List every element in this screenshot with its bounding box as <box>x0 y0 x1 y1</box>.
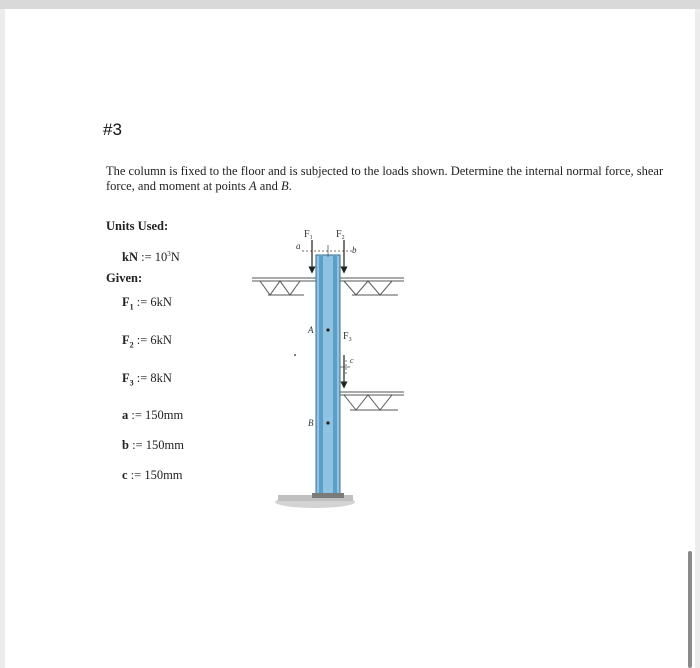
label-a-dim: a <box>296 241 301 251</box>
statement-and: and <box>256 179 281 193</box>
unit-kn-definition <box>122 250 180 265</box>
label-c-dim: c <box>350 356 354 365</box>
given-b <box>122 438 184 453</box>
unit-kn-rhs: N <box>170 250 180 265</box>
point-b-ref: B <box>280 179 289 193</box>
problem-number: #3 <box>103 120 122 139</box>
unit-kn-assign: := 10 <box>137 250 168 265</box>
label-f3: $F_3$ <box>343 331 352 343</box>
column-figure <box>240 215 440 520</box>
problem-statement <box>106 164 666 194</box>
given-f1 <box>122 295 172 312</box>
top-bar <box>0 0 700 9</box>
given-f2-symbol: F <box>122 333 130 347</box>
given-b-symbol: b <box>122 438 129 452</box>
given-f3 <box>122 371 172 388</box>
given-a-value: := 150mm <box>128 408 184 422</box>
label-f1: $F_1$ <box>304 229 313 241</box>
given-c <box>122 468 183 483</box>
given-a-symbol: a <box>122 408 129 422</box>
point-b-marker <box>326 421 329 424</box>
column-member <box>312 255 344 498</box>
label-f2: $F_2$ <box>336 229 345 241</box>
lower-bracket <box>338 392 404 410</box>
given-f2-subscript: 2 <box>129 340 134 350</box>
given-f1-symbol: F <box>122 295 130 309</box>
given-f2 <box>122 333 172 350</box>
label-b-dim: b <box>352 245 357 255</box>
dimension-c <box>340 360 350 375</box>
given-f1-value: := 6kN <box>133 295 172 309</box>
given-f3-symbol: F <box>122 371 130 385</box>
given-f3-subscript: 3 <box>129 378 134 388</box>
unit-kn-symbol: kN <box>122 250 138 265</box>
given-a <box>122 408 183 423</box>
given-c-symbol: c <box>122 468 128 482</box>
stray-dot <box>294 354 296 356</box>
dimension-ab <box>302 245 354 257</box>
given-heading: Given: <box>106 271 143 285</box>
label-point-b: B <box>308 418 314 428</box>
given-f2-value: := 6kN <box>133 333 172 347</box>
statement-end: . <box>288 179 292 193</box>
given-b-value: := 150mm <box>128 438 184 452</box>
column-diagram <box>240 215 440 520</box>
given-c-value: := 150mm <box>127 468 183 482</box>
statement-text: The column is fixed to the floor and is subjected to the loads shown. Determine the internal normal force, shear force, and moment at points <box>106 164 664 193</box>
label-point-a: A <box>308 325 314 335</box>
given-f1-subscript: 1 <box>129 302 134 312</box>
scrollbar-thumb[interactable] <box>688 551 692 668</box>
given-f3-value: := 8kN <box>133 371 172 385</box>
units-heading: Units Used: <box>106 219 169 233</box>
point-a-ref: A <box>249 179 257 193</box>
point-a-marker <box>326 328 329 331</box>
unit-kn-exponent: 3 <box>167 250 171 258</box>
